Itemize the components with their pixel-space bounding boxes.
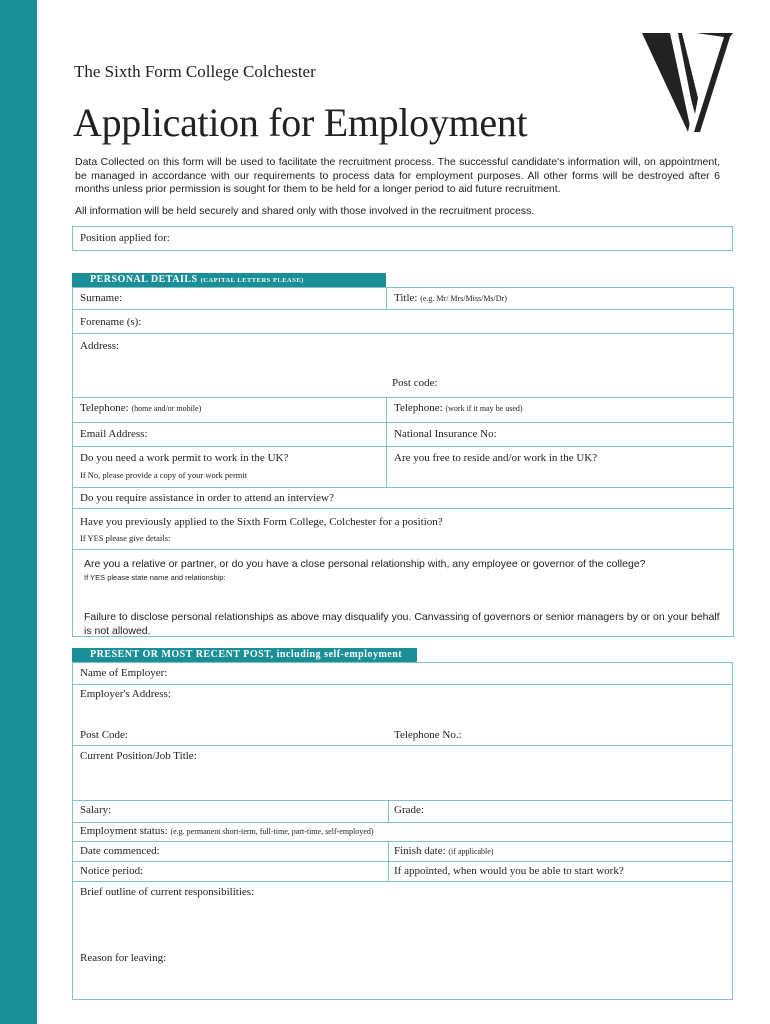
assistance-field[interactable] xyxy=(73,488,733,507)
salary-label: Salary: xyxy=(80,804,112,816)
personal-details-title: PERSONAL DETAILS xyxy=(90,274,198,285)
ni-field[interactable] xyxy=(387,423,733,445)
email-label: Email Address: xyxy=(80,428,148,440)
responsibilities-label: Brief outline of current responsibilities: xyxy=(80,886,255,898)
relative-question: Are you a relative or partner, or do you have a close personal relationship with, any employee or governor of the college? xyxy=(84,558,646,570)
title-hint: (e.g. Mr/ Mrs/Miss/Ms/Dr) xyxy=(420,294,507,303)
free-to-reside-field[interactable] xyxy=(387,447,733,486)
home-telephone-hint: (home and/or mobile) xyxy=(131,404,202,413)
data-protection-notice: Data Collected on this form will be used to facilitate the recruitment process. The successful candidate's information will, on appointment, be managed in accordance with our requirements to process data for employment purposes. All other forms will be destroyed after 6 months unless prior permission is sought for them to be held for a longer period to aid future recruitment. xyxy=(75,156,720,195)
notice-period-field[interactable] xyxy=(73,862,387,880)
work-permit-label: Do you need a work permit to work in the UK? xyxy=(80,452,289,464)
security-notice: All information will be held securely and shared only with those involved in the recruitment process. xyxy=(75,205,535,217)
employer-name-label: Name of Employer: xyxy=(80,667,168,679)
position-applied-field[interactable] xyxy=(72,226,733,251)
work-permit-hint: If No, please provide a copy of your work permit xyxy=(80,470,248,480)
forename-field[interactable] xyxy=(73,310,733,332)
assistance-label: Do you require assistance in order to attend an interview? xyxy=(80,492,334,504)
work-telephone-field[interactable] xyxy=(387,398,733,421)
current-position-label: Current Position/Job Title: xyxy=(80,750,197,762)
employment-status-hint: (e.g. permanent short-term, full-time, part-time, self-employed) xyxy=(170,827,374,836)
start-work-label: If appointed, when would you be able to start work? xyxy=(394,865,624,877)
finish-date-hint: (if applicable) xyxy=(448,847,494,856)
employer-address-field[interactable] xyxy=(73,685,732,744)
address-field[interactable] xyxy=(73,334,733,396)
work-permit-field[interactable] xyxy=(73,447,385,486)
date-commenced-label: Date commenced: xyxy=(80,845,160,857)
previous-application-label: Have you previously applied to the Sixth Form College, Colchester for a position? xyxy=(80,516,443,528)
email-field[interactable] xyxy=(73,423,385,445)
page-title: Application for Employment xyxy=(73,100,528,145)
left-color-band xyxy=(0,0,37,1024)
employment-heading: PRESENT OR MOST RECENT POST, including self-employment xyxy=(72,648,417,662)
work-telephone-label: Telephone: (work if it may be used) xyxy=(394,402,523,414)
forename-label: Forename (s): xyxy=(80,316,142,328)
employer-telephone-label: Telephone No.: xyxy=(394,729,462,741)
salary-field[interactable] xyxy=(73,801,387,821)
notice-period-label: Notice period: xyxy=(80,865,144,877)
personal-details-note: (CAPITAL LETTERS PLEASE) xyxy=(200,277,304,284)
home-telephone-field[interactable] xyxy=(73,398,385,421)
employer-postcode-label: Post Code: xyxy=(80,729,128,741)
home-telephone-label: Telephone: (home and/or mobile) xyxy=(80,402,202,414)
previous-application-hint: If YES please give details: xyxy=(80,533,171,543)
finish-date-label: Finish date: (if applicable) xyxy=(394,845,494,857)
postcode-label: Post code: xyxy=(392,377,438,389)
reason-leaving-field[interactable] xyxy=(73,949,732,999)
failure-notice: Failure to disclose personal relationships as above may disqualify you. Canvassing of governors or senior managers by or on your behalf is not allowed. xyxy=(84,611,720,637)
finish-date-field[interactable] xyxy=(389,842,732,860)
position-applied-label: Position applied for: xyxy=(80,232,170,244)
employer-name-field[interactable] xyxy=(73,663,732,683)
date-commenced-field[interactable] xyxy=(73,842,387,860)
current-position-field[interactable] xyxy=(73,746,732,799)
relative-field[interactable] xyxy=(73,582,733,606)
grade-label: Grade: xyxy=(394,804,424,816)
relative-hint: If YES please state name and relationship: xyxy=(84,573,226,582)
title-field[interactable] xyxy=(387,288,733,308)
employment-status-label: Employment status: (e.g. permanent short-term, full-time, part-time, self-employed) xyxy=(80,825,374,837)
start-work-field[interactable] xyxy=(389,862,732,880)
work-telephone-hint: (work if it may be used) xyxy=(445,404,523,413)
address-label: Address: xyxy=(80,340,120,352)
title-label: Title: (e.g. Mr/ Mrs/Miss/Ms/Dr) xyxy=(394,292,507,304)
surname-field[interactable] xyxy=(73,288,385,308)
previous-application-field[interactable] xyxy=(73,509,733,548)
ni-label: National Insurance No: xyxy=(394,428,497,440)
college-v-logo-icon xyxy=(640,28,735,138)
grade-field[interactable] xyxy=(389,801,732,821)
personal-details-heading xyxy=(72,273,386,287)
surname-label: Surname: xyxy=(80,292,123,304)
reason-leaving-label: Reason for leaving: xyxy=(80,952,167,964)
responsibilities-field[interactable] xyxy=(73,882,732,948)
free-to-reside-label: Are you free to reside and/or work in the UK? xyxy=(394,452,598,464)
employment-status-field[interactable] xyxy=(73,823,732,840)
employer-address-label: Employer's Address: xyxy=(80,688,171,700)
college-name: The Sixth Form College Colchester xyxy=(74,62,316,81)
